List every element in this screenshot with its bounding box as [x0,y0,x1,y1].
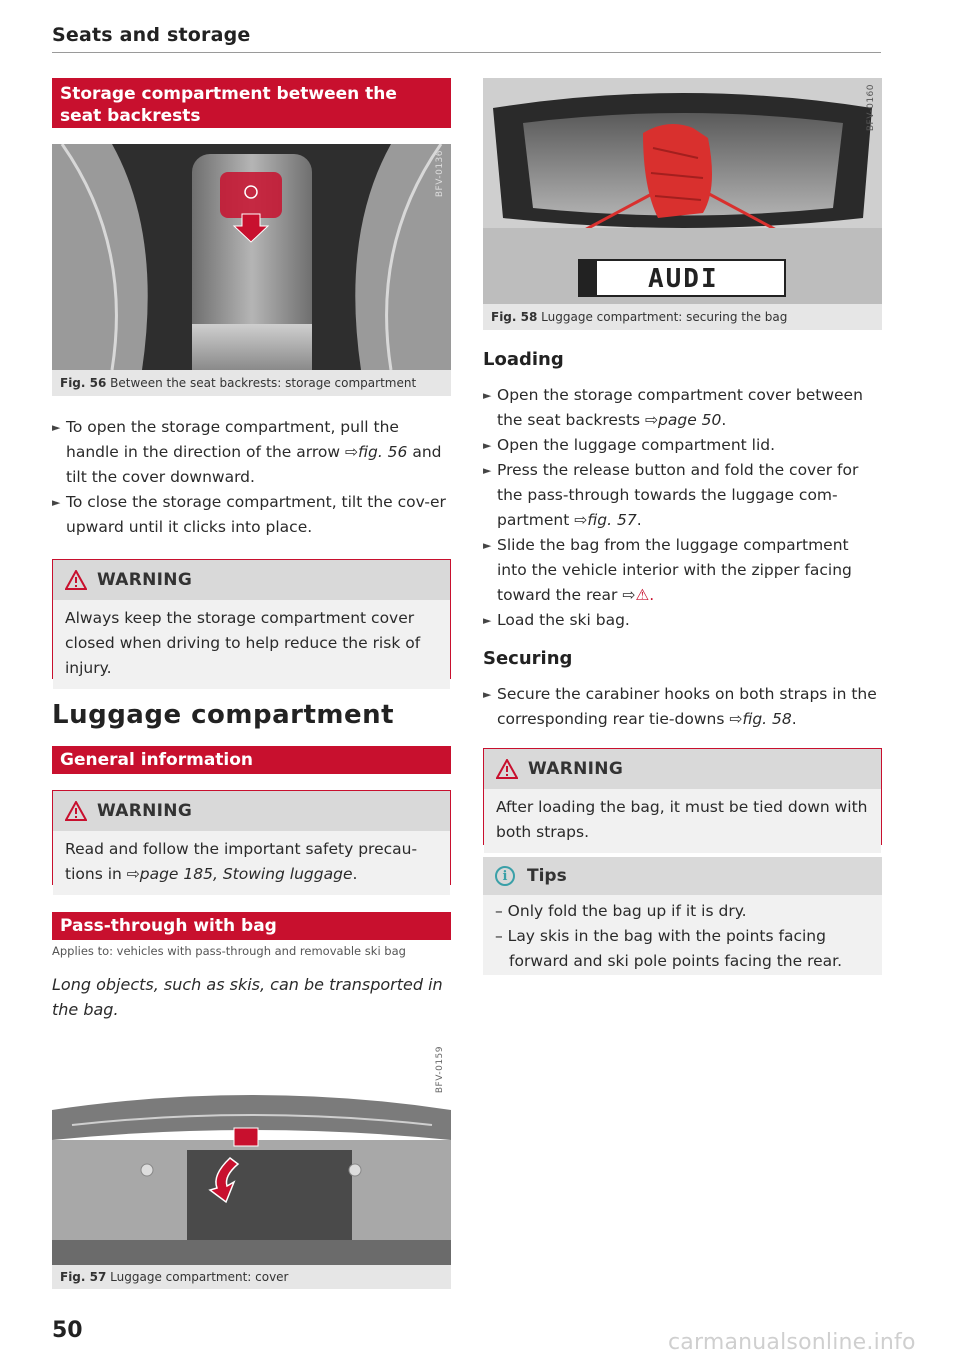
section-title-general-information: General information [52,746,451,774]
section-title-storage-compartment: Storage compartment between the seat backrests [52,78,451,128]
bullet-text: and tilt the cover downward. [66,443,442,486]
figure-58-image [483,78,882,304]
bullet-triangle-icon: ► [483,614,492,627]
bullet-text: To open the storage compartment, pull the handle in the direction of the arrow [66,418,399,461]
tips-title: Tips [527,866,567,886]
tips-box [483,857,882,975]
cross-reference-link[interactable]: ⇨fig. 57 [574,511,637,529]
bullet-text: Open the storage compartment cover between the seat backrests [497,386,863,429]
chapter-heading: Luggage compartment [52,700,395,730]
figure-caption-text: Between the seat backrests: storage compartment [110,376,417,390]
tips-list [483,895,882,982]
figure-number: Fig. 56 [60,376,107,390]
list-item [52,415,452,490]
figure-57-image [52,1040,451,1265]
bullet-triangle-icon: ► [483,688,492,701]
tips-item: – Only fold the bag up if it is dry. [495,902,747,920]
bullet-text: Open the luggage compartment lid. [497,436,776,454]
figure-56-caption [52,370,451,396]
figure-code: BFV-0159 [435,1046,445,1094]
license-plate-text: AUDI [648,264,719,294]
warning-header [53,560,450,600]
page-number: 50 [52,1318,83,1343]
warning-text: Always keep the storage compartment cover closed when driving to help reduce the risk of injury. [53,600,450,689]
bullet-triangle-icon: ► [52,496,61,509]
cross-reference-link[interactable]: ⇨fig. 56 [344,443,408,461]
warning-triangle-icon [496,759,518,779]
list-item [483,608,883,633]
bullet-text: . [636,511,642,529]
luggage-cover-illustration [52,1040,451,1265]
bullet-triangle-icon: ► [483,389,492,402]
warning-triangle-icon [65,570,87,590]
list-item [483,383,883,433]
cross-reference-link[interactable]: ⇨page 50 [645,411,722,429]
warning-header [53,791,450,831]
figure-code: BFV-0160 [866,84,876,132]
list-item [52,490,452,540]
watermark-text: carmanualsonline.info [668,1330,916,1355]
bullet-triangle-icon: ► [483,439,492,452]
warning-text [53,831,450,895]
warning-text-part: . [352,865,358,883]
bullet-text: . [721,411,727,429]
info-icon: i [495,866,515,886]
warning-box [483,748,882,845]
list-item [483,458,883,533]
bullet-text: Load the ski bag. [497,611,630,629]
bullet-triangle-icon: ► [483,539,492,552]
figure-number: Fig. 57 [60,1270,107,1284]
tips-item: – Lay skis in the bag with the points facing forward and ski pole points facing the rear. [495,927,843,970]
warning-title: WARNING [97,570,193,590]
warning-reference-icon[interactable]: ⚠. [635,586,655,604]
tips-header [483,857,882,895]
bullet-text: Secure the carabiner hooks on both straps in the corresponding rear tie-downs [497,685,877,728]
list-item [483,533,883,608]
warning-title: WARNING [97,801,193,821]
running-header: Seats and storage [52,24,251,46]
list-item [483,682,883,732]
header-rule [52,52,881,53]
figure-number: Fig. 58 [491,310,538,324]
warning-text: After loading the bag, it must be tied down with both straps. [484,789,881,853]
subheading-securing: Securing [483,648,573,669]
applies-to-note: Applies to: vehicles with pass-through and removable ski bag [52,944,406,958]
bullet-triangle-icon: ► [483,464,492,477]
subheading-loading: Loading [483,349,564,370]
section-title-pass-through: Pass-through with bag [52,912,451,940]
figure-code: BFV-0136 [435,150,445,198]
bullet-text: . [791,710,797,728]
bullet-text: Press the release button and fold the cover for the pass-through towards the luggage com-partment [497,461,859,529]
warning-box [52,790,451,885]
figure-caption-text: Luggage compartment: cover [110,1270,289,1284]
warning-triangle-icon [65,801,87,821]
figure-56-image [52,144,451,370]
bullet-triangle-icon: ► [52,421,61,434]
warning-title: WARNING [528,759,624,779]
bullet-text: Slide the bag from the luggage compartment into the vehicle interior with the zipper facing toward the rear ⇨ [497,536,852,604]
bullet-text: To close the storage compartment, tilt the cov-er upward until it clicks into place. [66,493,446,536]
cross-reference-link[interactable]: ⇨page 185, Stowing luggage [126,865,353,883]
figure-57-caption [52,1265,451,1289]
list-item [483,433,883,458]
intro-text: Long objects, such as skis, can be transported in the bag. [52,975,443,1019]
cross-reference-link[interactable]: ⇨fig. 58 [729,710,792,728]
figure-58-caption [483,304,882,330]
figure-caption-text: Luggage compartment: securing the bag [541,310,788,324]
warning-header [484,749,881,789]
warning-box [52,559,451,679]
warning-text-part: Read and follow the important safety precau-tions in [65,840,418,883]
seat-backrests-illustration [52,144,451,370]
